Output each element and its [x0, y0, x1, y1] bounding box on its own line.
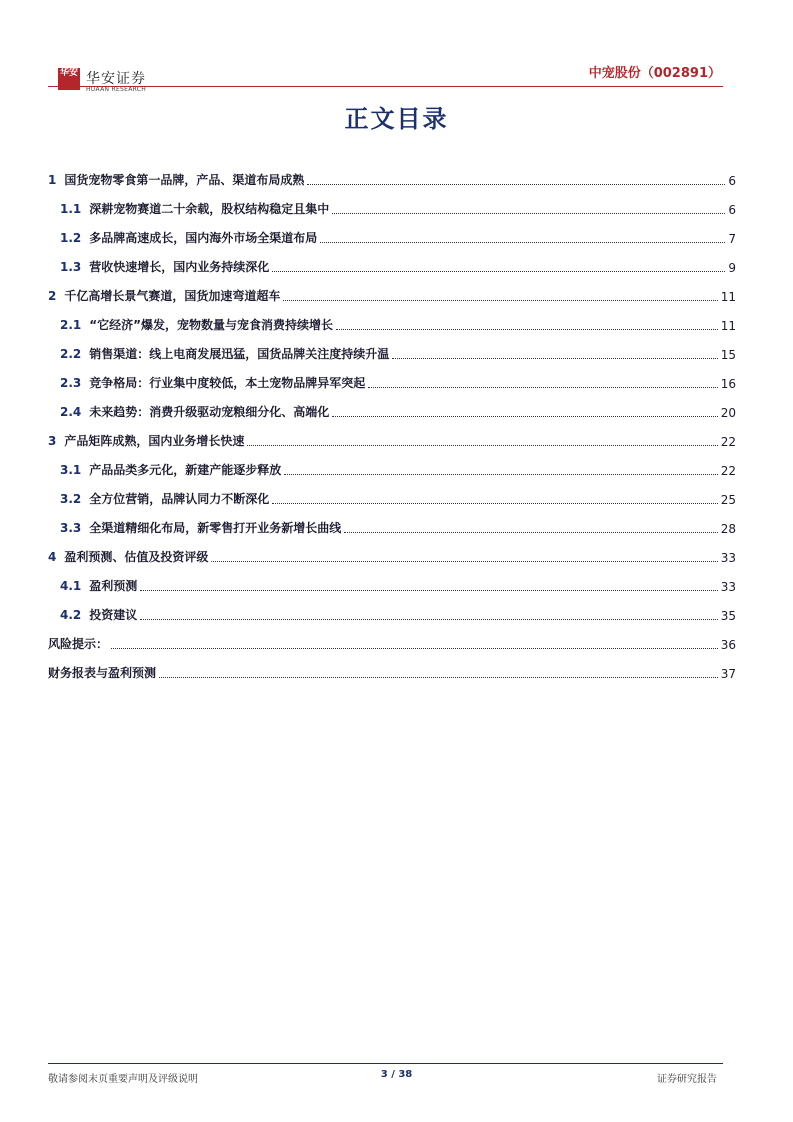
toc-entry-page: 33 [720, 551, 736, 565]
toc-entry-label [60, 490, 269, 513]
toc-entry-label [60, 374, 365, 397]
toc-entry-label [48, 432, 244, 455]
toc-entry-page: 37 [720, 667, 736, 681]
toc-leader-dots [332, 415, 717, 417]
toc-entry-text: 风险提示： [48, 637, 109, 651]
company-ticker: 中宠股份（002891） [588, 66, 721, 81]
toc-entry-text: 全渠道精细化布局，新零售打开业务新增长曲线 [89, 521, 342, 535]
toc-entry-page: 9 [728, 261, 736, 275]
toc-entry[interactable] [48, 455, 736, 484]
toc-entry[interactable] [48, 281, 736, 310]
toc-entry[interactable] [48, 658, 736, 687]
toc-leader-dots [211, 560, 717, 562]
toc-leader-dots [247, 444, 717, 446]
toc-entry[interactable] [48, 339, 736, 368]
toc-entry-text: 多品牌高速成长，国内海外市场全渠道布局 [89, 231, 318, 245]
toc-entry-number: 2.4 [60, 405, 82, 419]
toc-entry-number: 3.2 [60, 492, 82, 506]
logo-seal-icon: 华安 [58, 68, 80, 90]
toc-entry-label [48, 287, 280, 310]
toc-entry-text: 产品品类多元化，新建产能逐步释放 [89, 463, 282, 477]
toc-entry-label [60, 519, 341, 542]
toc-entry-label [60, 577, 137, 600]
toc-leader-dots [284, 473, 717, 475]
huaan-logo [58, 68, 168, 98]
toc-entry[interactable] [48, 513, 736, 542]
toc-entry-label [60, 606, 137, 629]
toc-entry[interactable] [48, 194, 736, 223]
toc-leader-dots [140, 618, 717, 620]
toc-entry-text: 产品矩阵成熟，国内业务增长快速 [64, 434, 245, 448]
toc-entry-label [60, 229, 317, 252]
toc-entry-page: 7 [728, 232, 736, 246]
toc-leader-dots [159, 676, 718, 678]
toc-entry-number: 4.2 [60, 608, 82, 622]
toc-entry-label [48, 664, 156, 687]
toc-entry-number: 3.3 [60, 521, 82, 535]
toc-leader-dots [332, 212, 725, 214]
toc-leader-dots [392, 357, 717, 359]
table-of-contents [48, 165, 736, 687]
toc-entry-number: 3 [48, 434, 57, 448]
toc-entry-text: 盈利预测 [89, 579, 138, 593]
toc-entry-number: 1 [48, 173, 57, 187]
toc-entry-text: 营收快速增长，国内业务持续深化 [89, 260, 270, 274]
toc-entry[interactable] [48, 223, 736, 252]
toc-entry-text: 盈利预测、估值及投资评级 [64, 550, 209, 564]
toc-entry-text: 全方位营销，品牌认同力不断深化 [89, 492, 270, 506]
toc-entry-label [60, 403, 329, 426]
toc-entry[interactable] [48, 629, 736, 658]
toc-entry-number: 2.1 [60, 318, 82, 332]
report-type: 证券研究报告 [657, 1074, 717, 1085]
toc-entry-label [60, 461, 281, 484]
toc-entry-label [60, 316, 333, 339]
toc-leader-dots [320, 241, 725, 243]
toc-leader-dots [368, 386, 717, 388]
footer-disclaimer: 敬请参阅末页重要声明及评级说明 [48, 1074, 198, 1085]
header-divider [48, 86, 723, 87]
toc-leader-dots [336, 328, 718, 330]
toc-entry-text: 千亿高增长景气赛道，国货加速弯道超车 [64, 289, 281, 303]
toc-entry-text: 未来趋势：消费升级驱动宠粮细分化、高端化 [89, 405, 330, 419]
toc-entry-label [48, 635, 108, 658]
toc-entry-number: 1.1 [60, 202, 82, 216]
toc-entry-number: 1.2 [60, 231, 82, 245]
toc-entry-number: 2.3 [60, 376, 82, 390]
toc-entry-text: 销售渠道：线上电商发展迅猛，国货品牌关注度持续升温 [89, 347, 390, 361]
toc-entry-label [48, 171, 304, 194]
toc-entry-page: 15 [720, 348, 736, 362]
toc-entry[interactable] [48, 600, 736, 629]
toc-leader-dots [111, 647, 718, 649]
toc-entry[interactable] [48, 426, 736, 455]
toc-entry-text: 竞争格局：行业集中度较低，本土宠物品牌异军突起 [89, 376, 366, 390]
toc-entry[interactable] [48, 397, 736, 426]
toc-entry-text: 财务报表与盈利预测 [48, 666, 157, 680]
toc-entry-page: 16 [720, 377, 736, 391]
toc-leader-dots [283, 299, 717, 301]
footer-divider [48, 1063, 723, 1064]
page-number: 3 / 38 [380, 1069, 413, 1080]
toc-entry-page: 36 [720, 638, 736, 652]
toc-entry-page: 22 [720, 435, 736, 449]
toc-entry[interactable] [48, 310, 736, 339]
toc-entry[interactable] [48, 252, 736, 281]
toc-entry-number: 1.3 [60, 260, 82, 274]
toc-leader-dots [344, 531, 717, 533]
toc-entry[interactable] [48, 571, 736, 600]
toc-entry[interactable] [48, 542, 736, 571]
toc-leader-dots [307, 183, 725, 185]
toc-leader-dots [272, 502, 717, 504]
toc-entry-label [60, 345, 389, 368]
toc-entry-page: 22 [720, 464, 736, 478]
page-title: 正文目录 [344, 104, 449, 133]
toc-entry-text: 深耕宠物赛道二十余载，股权结构稳定且集中 [89, 202, 330, 216]
logo-english-name: HUAAN RESEARCH [86, 86, 147, 93]
toc-entry-number: 3.1 [60, 463, 82, 477]
toc-leader-dots [140, 589, 717, 591]
toc-entry-number: 4.1 [60, 579, 82, 593]
toc-entry-label [60, 200, 329, 223]
toc-entry-page: 6 [728, 174, 736, 188]
toc-entry-number: 2.2 [60, 347, 82, 361]
toc-entry-page: 20 [720, 406, 736, 420]
toc-entry-page: 11 [720, 319, 736, 333]
toc-entry-page: 25 [720, 493, 736, 507]
toc-entry-label [60, 258, 269, 281]
toc-leader-dots [272, 270, 725, 272]
toc-entry-number: 2 [48, 289, 57, 303]
toc-entry-label [48, 548, 208, 571]
toc-entry-page: 28 [720, 522, 736, 536]
toc-entry-number: 4 [48, 550, 57, 564]
toc-entry-text: 投资建议 [89, 608, 138, 622]
logo-chinese-name: 华安证券 [86, 71, 146, 87]
toc-entry[interactable] [48, 484, 736, 513]
toc-entry-page: 33 [720, 580, 736, 594]
toc-entry-page: 11 [720, 290, 736, 304]
toc-entry[interactable] [48, 165, 736, 194]
toc-entry-text: “它经济”爆发，宠物数量与宠食消费持续增长 [89, 318, 334, 332]
toc-entry-page: 35 [720, 609, 736, 623]
toc-entry[interactable] [48, 368, 736, 397]
toc-entry-page: 6 [728, 203, 736, 217]
toc-entry-text: 国货宠物零食第一品牌，产品、渠道布局成熟 [64, 173, 305, 187]
